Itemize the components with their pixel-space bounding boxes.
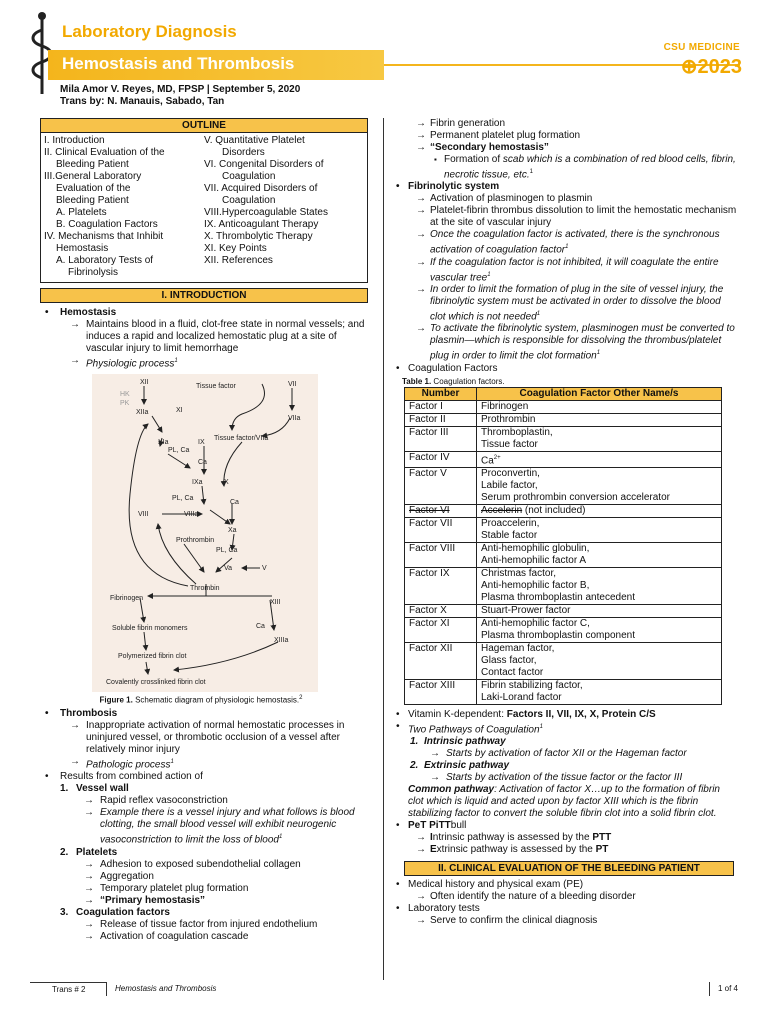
arrow-item: → Permanent platelet plug formation [394, 130, 738, 142]
common-pathway: Common pathway: Activation of factor X…up to the formation of fibrin clot which is liquid and acted upon by factor XIII which is the fibrin stabilizing factor to convert the soluble fibrin clot into a solid fibrin clot. [408, 784, 720, 820]
coagulation-cascade-svg [92, 374, 318, 692]
label-pk: PK [120, 400, 130, 408]
numbered-platelets: 2. Platelets [60, 846, 118, 858]
label-vii: VII [288, 381, 297, 389]
factor-other-names [477, 467, 722, 504]
outline-item: Hemostasis [56, 243, 109, 254]
numbered-coagulation-factors: 3. Coagulation factors [60, 906, 170, 918]
table-row [405, 504, 722, 517]
label-pl-ca-2: PL, Ca [172, 495, 194, 503]
factor-name-line: Stuart-Prower factor [481, 604, 571, 616]
factor-number: Factor VII [405, 517, 477, 542]
outline-item: Coagulation [222, 171, 276, 182]
outline-item: I. Introduction [44, 135, 105, 146]
arrow-item: → Once the coagulation factor is activated, there is the synchronous activation of coagulation factor$^1$ [394, 229, 738, 256]
outline-item: Bleeding Patient [56, 159, 129, 170]
label-v: V [262, 565, 267, 573]
arrow-item: → Example there is a vessel injury and what follows is blood clotting, the small blood vessel will exhibit neurogenic vasoconstriction to limit the loss of blood$^1$ [30, 807, 372, 846]
outline-item: Disorders [222, 147, 265, 158]
label-viiia: VIIIa [184, 511, 199, 519]
factor-number: Factor VI [405, 504, 477, 517]
factor-number: Factor IV [405, 451, 477, 467]
label-ca-2: Ca [230, 499, 239, 507]
page-footer [30, 982, 742, 996]
arrow-item: → Often identify the nature of a bleeding disorder [394, 891, 738, 903]
factor-number: Factor XI [405, 617, 477, 642]
label-thrombin: Thrombin [190, 585, 220, 593]
arrow-item: → “Primary hemostasis” [30, 895, 372, 907]
factor-other-names [477, 679, 722, 704]
bullet-fibrinolytic-system: • Fibrinolytic system [394, 181, 738, 193]
label-tissue-factor: Tissue factor [196, 383, 236, 391]
arrow-item: → Aggregation [30, 871, 372, 883]
outline-right-list [204, 135, 364, 279]
arrow-item: → Release of tissue factor from injured endothelium [30, 919, 372, 931]
factor-name-line: Stable factor [481, 529, 538, 541]
factor-name-line: Thromboplastin, [481, 426, 553, 438]
table-row [405, 426, 722, 451]
outline-item: XII. References [204, 255, 273, 266]
org-name: CSU MEDICINE [663, 42, 740, 53]
factor-number: Factor I [405, 400, 477, 413]
right-column [394, 118, 738, 927]
arrow-item: → Platelet-fibrin thrombus dissolution to limit the hemostatic mechanism at the site of vascular injury [394, 205, 738, 229]
column-divider [383, 118, 384, 980]
table-row [405, 642, 722, 679]
factor-other-names [477, 567, 722, 604]
factor-name-line: Anti-hemophilic factor A [481, 554, 587, 566]
bullet-thrombosis: • Thrombosis [30, 708, 372, 720]
bullet-medical-history: • Medical history and physical exam (PE) [394, 879, 738, 891]
factor-number: Factor III [405, 426, 477, 451]
arrow-item: → Adhesion to exposed subendothelial collagen [30, 859, 372, 871]
bullet-coagulation-factors: • Coagulation Factors [394, 363, 738, 375]
trans-line: Trans by: N. Manauis, Sabado, Tan [60, 96, 225, 107]
factor-number: Factor VIII [405, 542, 477, 567]
numbered-extrinsic: 2. Extrinsic pathway [410, 760, 510, 772]
label-xi: XI [176, 407, 183, 415]
arrow-item: → Temporary platelet plug formation [30, 883, 372, 895]
label-fibrinogen: Fibrinogen [110, 595, 144, 603]
arrow-item: → Fibrin generation [394, 118, 738, 130]
outline-item: A. Platelets [56, 207, 107, 218]
factor-name-line: Plasma thromboplastin component [481, 629, 635, 641]
table-row [405, 542, 722, 567]
outline-item: XI. Key Points [204, 243, 267, 254]
label-pl-ca-3: PL, Ca [216, 547, 238, 555]
brand-title: Laboratory Diagnosis [62, 22, 237, 41]
arrow-item: → In order to limit the formation of plug in the site of vessel injury, the fibrinolytic system must be activated in order to dissolve the blood clot which is not needed$^1$ [394, 284, 738, 323]
factor-name-line: Contact factor [481, 666, 544, 678]
outline-item: IV. Mechanisms that Inhibit [44, 231, 164, 242]
label-va: Va [224, 565, 233, 573]
arrow-item: → Serve to confirm the clinical diagnosis [394, 915, 738, 927]
table-row [405, 617, 722, 642]
coagulation-factors-table [404, 387, 722, 705]
outline-item: X. Thrombolytic Therapy [204, 231, 313, 242]
arrow-item: → To activate the fibrinolytic system, plasminogen must be converted to plasmin—which is responsible for dissolving the thrombus/platelet plug in order to limit the clot formation$^1$ [394, 323, 738, 362]
arrow-item: → Activation of plasminogen to plasmin [394, 193, 738, 205]
arrow-item: → If the coagulation factor is not inhibited, it will coagulate the entire vascular tree$^1$ [394, 257, 738, 284]
arrow-item: → Starts by activation of factor XII or the Hageman factor [394, 748, 738, 760]
outline-heading: OUTLINE [41, 119, 367, 133]
hemostasis-diagram [92, 374, 318, 692]
outline-item: IX. Anticoagulant Therapy [204, 219, 319, 230]
section-heading-clinical-evaluation: II. CLINICAL EVALUATION OF THE BLEEDING PATIENT [404, 861, 734, 876]
label-xiii: XIII [270, 599, 281, 607]
left-column [30, 118, 372, 943]
table-body [405, 400, 722, 704]
footer-page-number: 1 of 4 [709, 982, 742, 996]
factor-name-line: Labile factor, [481, 479, 538, 491]
numbered-vessel-wall: 1. Vessel wall [60, 783, 129, 795]
arrow-item: → Pathologic process$^1$ [30, 756, 372, 771]
table-row [405, 517, 722, 542]
factor-number: Factor XII [405, 642, 477, 679]
label-prothrombin: Prothrombin [176, 537, 215, 545]
sub-bullet: ▪ Formation of scab which is a combination of red blood cells, fibrin, necrotic tissue, etc.$^1$ [394, 154, 738, 181]
arrow-item: → Extrinsic pathway is assessed by the PT [394, 844, 738, 856]
label-tf-viia: Tissue factor/VIIa [214, 435, 269, 443]
label-polymerized: Polymerized fibrin clot [118, 653, 187, 661]
bullet-laboratory-tests: • Laboratory tests [394, 903, 738, 915]
arrow-item: → Intrinsic pathway is assessed by the PTT [394, 832, 738, 844]
table-row [405, 679, 722, 704]
factor-name-line: Proconvertin, [481, 467, 540, 479]
label-covalently: Covalently crosslinked fibrin clot [106, 679, 206, 687]
outline-item: Fibrinolysis [68, 267, 119, 278]
class-year: ⊕2023 [680, 56, 742, 78]
factor-other-names [477, 604, 722, 617]
factor-name-line: Anti-hemophilic factor B, [481, 579, 590, 591]
factor-name-line: Serum prothrombin conversion accelerator [481, 491, 670, 503]
arrow-item: → Starts by activation of the tissue factor or the factor III [394, 772, 738, 784]
bullet-pet-pitt: • PeT PiTTbull [394, 820, 738, 832]
outline-item: VIII.Hypercoagulable States [204, 207, 328, 218]
document-title: Hemostasis and Thrombosis [62, 54, 295, 73]
label-viii: VIII [138, 511, 149, 519]
footer-title: Hemostasis and Thrombosis [106, 982, 216, 996]
factor-name-line: Anti-hemophilic globulin, [481, 542, 590, 554]
factor-other-names [477, 517, 722, 542]
label-pl-ca-1: PL, Ca [168, 447, 190, 455]
table-row [405, 567, 722, 604]
label-xia: XIa [158, 439, 169, 447]
factor-number: Factor V [405, 467, 477, 504]
label-hk: HK [120, 391, 130, 399]
arrow-item: → Inappropriate activation of normal hemostatic processes in uninjured vessel, or thrombotic occlusion of a vessel after relatively minor injury [30, 720, 372, 756]
label-xiia: XIIa [136, 409, 149, 417]
factor-number: Factor XIII [405, 679, 477, 704]
label-ca-3: Ca [256, 623, 265, 631]
factor-other-names [477, 642, 722, 679]
outline-item: II. Clinical Evaluation of the [44, 147, 165, 158]
table-header-names: Coagulation Factor Other Name/s [477, 387, 722, 400]
factor-name-line: Plasma thromboplastin antecedent [481, 591, 635, 603]
arrow-item: → “Secondary hemostasis” [394, 142, 738, 154]
table-row [405, 604, 722, 617]
bullet-vitamin-k: • Vitamin K-dependent: Factors II, VII, IX, X, Protein C/S [394, 709, 738, 721]
bullet-hemostasis: • Hemostasis [30, 307, 372, 319]
label-x: X [224, 479, 229, 487]
arrow-item: → Rapid reflex vasoconstriction [30, 795, 372, 807]
table-row [405, 413, 722, 426]
outline-item: Evaluation of the [56, 183, 131, 194]
factor-name-line: Glass factor, [481, 654, 537, 666]
factor-number: Factor X [405, 604, 477, 617]
outline-item: Coagulation [222, 195, 276, 206]
author-line: Mila Amor V. Reyes, MD, FPSP | September 5, 2020 [60, 84, 301, 95]
factor-other-names [477, 451, 722, 467]
label-soluble: Soluble fibrin monomers [112, 625, 188, 633]
factor-name-line: Christmas factor, [481, 567, 557, 579]
table-header-number: Number [405, 387, 477, 400]
outline-item: B. Coagulation Factors [56, 219, 158, 230]
label-ca-1: Ca [198, 459, 207, 467]
label-xa: Xa [228, 527, 237, 535]
factor-name-line: Fibrin stabilizing factor, [481, 679, 583, 691]
label-ixa: IXa [192, 479, 203, 487]
factor-other-names [477, 504, 722, 517]
factor-other-names [477, 426, 722, 451]
arrow-item: → Maintains blood in a fluid, clot-free state in normal vessels; and induces a rapid and localized hemostatic plug at a site of vascular injury to limit hemorrhage [30, 319, 372, 355]
factor-number: Factor IX [405, 567, 477, 604]
factor-number: Factor II [405, 413, 477, 426]
author-meta [60, 84, 300, 108]
title-bar [48, 50, 384, 80]
outline-box [40, 118, 368, 283]
outline-item: V. Quantitative Platelet [204, 135, 305, 146]
section-heading-introduction: I. INTRODUCTION [40, 288, 368, 303]
bullet-results: • Results from combined action of [30, 771, 372, 783]
factor-name-line: Tissue factor [481, 438, 538, 450]
factor-other-names [477, 542, 722, 567]
factor-other-names [477, 400, 722, 413]
factor-name-line: Fibrinogen [481, 400, 529, 412]
bullet-two-pathways: • Two Pathways of Coagulation$^1$ [394, 721, 738, 736]
factor-name-line: $Ca^{2+}$ [481, 454, 501, 466]
outline-item: VI. Congenital Disorders of [204, 159, 324, 170]
table-row [405, 400, 722, 413]
outline-item: A. Laboratory Tests of [56, 255, 154, 266]
factor-name-line: Hageman factor, [481, 642, 555, 654]
factor-name-line: Proaccelerin, [481, 517, 540, 529]
factor-name-line: Prothrombin [481, 413, 536, 425]
factor-other-names [477, 617, 722, 642]
footer-trans-number: Trans # 2 [30, 982, 106, 996]
label-viia: VIIa [288, 415, 301, 423]
factor-other-names [477, 413, 722, 426]
table-caption: Table 1. Coagulation factors. [402, 376, 505, 386]
arrow-item: → Physiologic process$^1$ [30, 355, 372, 370]
outline-left-list [44, 135, 204, 279]
table-row [405, 451, 722, 467]
factor-name-line: Anti-hemophilic factor C, [481, 617, 590, 629]
figure-caption: Figure 1. Schematic diagram of physiologic hemostasis.$^2$ [99, 695, 303, 705]
label-ix: IX [198, 439, 205, 447]
factor-name-line: Accelerin (not included) [481, 504, 586, 516]
label-xii: XII [140, 379, 149, 387]
outline-item: VII. Acquired Disorders of [204, 183, 318, 194]
outline-item: III.General Laboratory [44, 171, 142, 182]
label-xiiia: XIIIa [274, 637, 289, 645]
table-row [405, 467, 722, 504]
factor-name-line: Laki-Lorand factor [481, 691, 562, 703]
arrow-item: → Activation of coagulation cascade [30, 931, 372, 943]
numbered-intrinsic: 1. Intrinsic pathway [410, 736, 506, 748]
outline-item: Bleeding Patient [56, 195, 129, 206]
